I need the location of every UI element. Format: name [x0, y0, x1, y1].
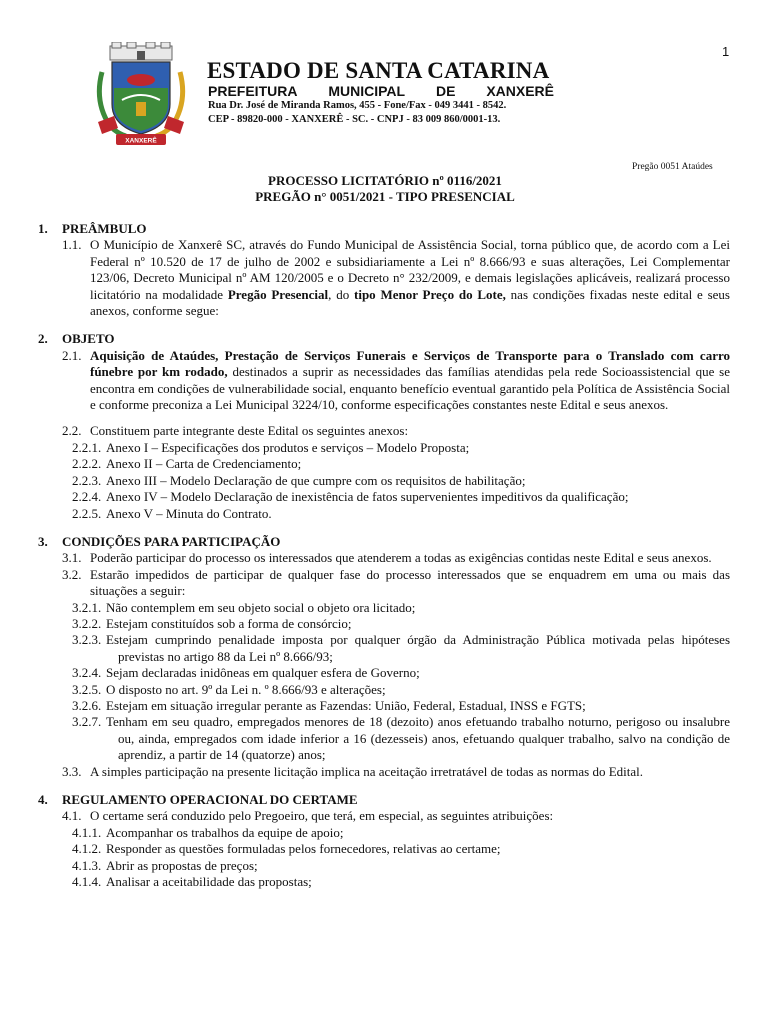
subclause: 3.2.4. Sejam declaradas inidôneas em qualquer esfera de Governo;: [72, 665, 420, 681]
subclause: 3.2.6. Estejam em situação irregular perante as Fazendas: União, Federal, Estadual, INSS e FGTS;: [72, 697, 586, 713]
header-address-line: Rua Dr. José de Miranda Ramos, 455 - Fone/Fax - 049 3441 - 8542.: [208, 100, 507, 111]
section-heading: 1. PREÂMBULO: [38, 221, 147, 236]
subclause: 2.2.4. Anexo IV – Modelo Declaração de inexistência de fatos supervenientes impeditivos da qualificação;: [72, 489, 629, 505]
prefeitura-word: XANXERÊ: [486, 83, 554, 99]
subclause: 4.1.3. Abrir as propostas de preços;: [72, 857, 258, 873]
subclause: 3.2.7. Tenham em seu quadro, empregados menores de 18 (dezoito) anos efetuando trabalho noturno, perigoso ou insalubre ou, ainda, empregados com idade inferior a 16 (dezesseis) anos, efetuando qualquer trabalho, salvo na condição de aprendiz, a partir de 14 (quatorze) anos;: [72, 714, 730, 763]
subclause: 2.2.2. Anexo II – Carta de Credenciamento;: [72, 456, 302, 472]
clause: 2.2. Constituem parte integrante deste Edital os seguintes anexos:: [62, 423, 409, 439]
clause: 3.3. A simples participação na presente licitação implica na aceitação irretratável de todas as normas do Edital.: [62, 763, 643, 779]
header-cnpj-line: CEP - 89820-000 - XANXERÊ - SC. - CNPJ - 83 009 860/0001-13.: [208, 114, 501, 125]
clause: 2.1. Aquisição de Ataúdes, Prestação de Serviços Funerais e Serviços de Transporte para o Translado com carro fúnebre por km rodado, destinados a suprir as necessidades das famílias atendidas pela rede Socioassistencial que se encontra em condições de vulnerabilidade social, enquanto benefício eventual garantido pela Política de Assistência Social e conforme preconiza a Lei Municipal 3224/10, conforme especificações constantes neste Edital e seus anexos.: [62, 347, 731, 413]
clause: 3.2. Estarão impedidos de participar de qualquer fase do processo interessados que se enquadrem em uma ou mais das situações a seguir:: [62, 566, 730, 599]
document-reference: Pregão 0051 Ataúdes: [632, 162, 713, 172]
section-heading: 3. CONDIÇÕES PARA PARTICIPAÇÃO: [38, 533, 281, 549]
prefeitura-word: MUNICIPAL: [328, 83, 406, 99]
subclause: 3.2.2. Estejam constituídos sob a forma de consórcio;: [72, 615, 352, 631]
page-number: 1: [722, 44, 730, 59]
subclause: 3.2.3. Estejam cumprindo penalidade imposta por qualquer órgão da Administração Pública motivada pelas hipóteses previstas no artigo 88 da Lei nº 8.666/93;: [72, 632, 730, 664]
subclause: 3.2.1. Não contemplem em seu objeto social o objeto ora licitado;: [72, 599, 416, 615]
subclause: 2.2.5. Anexo V – Minuta do Contrato.: [72, 505, 272, 521]
section-heading: 4. REGULAMENTO OPERACIONAL DO CERTAME: [38, 792, 358, 807]
pregao-number: PREGÃO n° 0051/2021 - TIPO PRESENCIAL: [255, 189, 515, 204]
subclause: 4.1.2. Responder as questões formuladas pelos fornecedores, relativas ao certame;: [72, 841, 501, 857]
municipal-crest-logo: [92, 42, 190, 146]
header-prefeitura: [208, 83, 554, 99]
crest-banner-text: XANXERÊ: [125, 137, 157, 145]
subclause: 2.2.1. Anexo I – Especificações dos produtos e serviços – Modelo Proposta;: [72, 439, 470, 455]
prefeitura-word: PREFEITURA: [208, 83, 298, 99]
subclause: 4.1.4. Analisar a aceitabilidade das propostas;: [72, 874, 312, 890]
header-title: ESTADO DE SANTA CATARINA: [207, 58, 550, 83]
process-number: PROCESSO LICITATÓRIO nº 0116/2021: [268, 173, 502, 188]
subclause: 3.2.5. O disposto no art. 9º da Lei n. º 8.666/93 e alterações;: [72, 681, 386, 697]
clause: 3.1. Poderão participar do processo os interessados que atenderem a todas as exigências contidas neste Edital e seus anexos.: [62, 550, 712, 566]
clause: 1.1. O Município de Xanxerê SC, através do Fundo Municipal de Assistência Social, torna público que, de acordo com a Lei Federal nº 10.520 de 17 de julho de 2002 e subsidiariamente a Lei nº 8.666/93 e suas alterações, Lei Complementar 123/06, Decreto Municipal nº AM 120/2005 e o Decreto n° 232/2009, e demais legislações aplicáveis, realizará processo licitatório na modalidade Pregão Presencial, do tipo Menor Preço do Lote, nas condições fixadas neste edital e seus anexos, conforme segue:: [62, 237, 730, 319]
subclause: 4.1.1. Acompanhar os trabalhos da equipe de apoio;: [72, 824, 344, 840]
section-heading: 2. OBJETO: [38, 331, 115, 347]
clause: 4.1. O certame será conduzido pelo Pregoeiro, que terá, em especial, as seguintes atribuições:: [62, 808, 554, 824]
document-body: [38, 221, 730, 890]
subclause: 2.2.3. Anexo III – Modelo Declaração de que cumpre com os requisitos de habilitação;: [72, 472, 526, 488]
prefeitura-word: DE: [435, 83, 456, 99]
